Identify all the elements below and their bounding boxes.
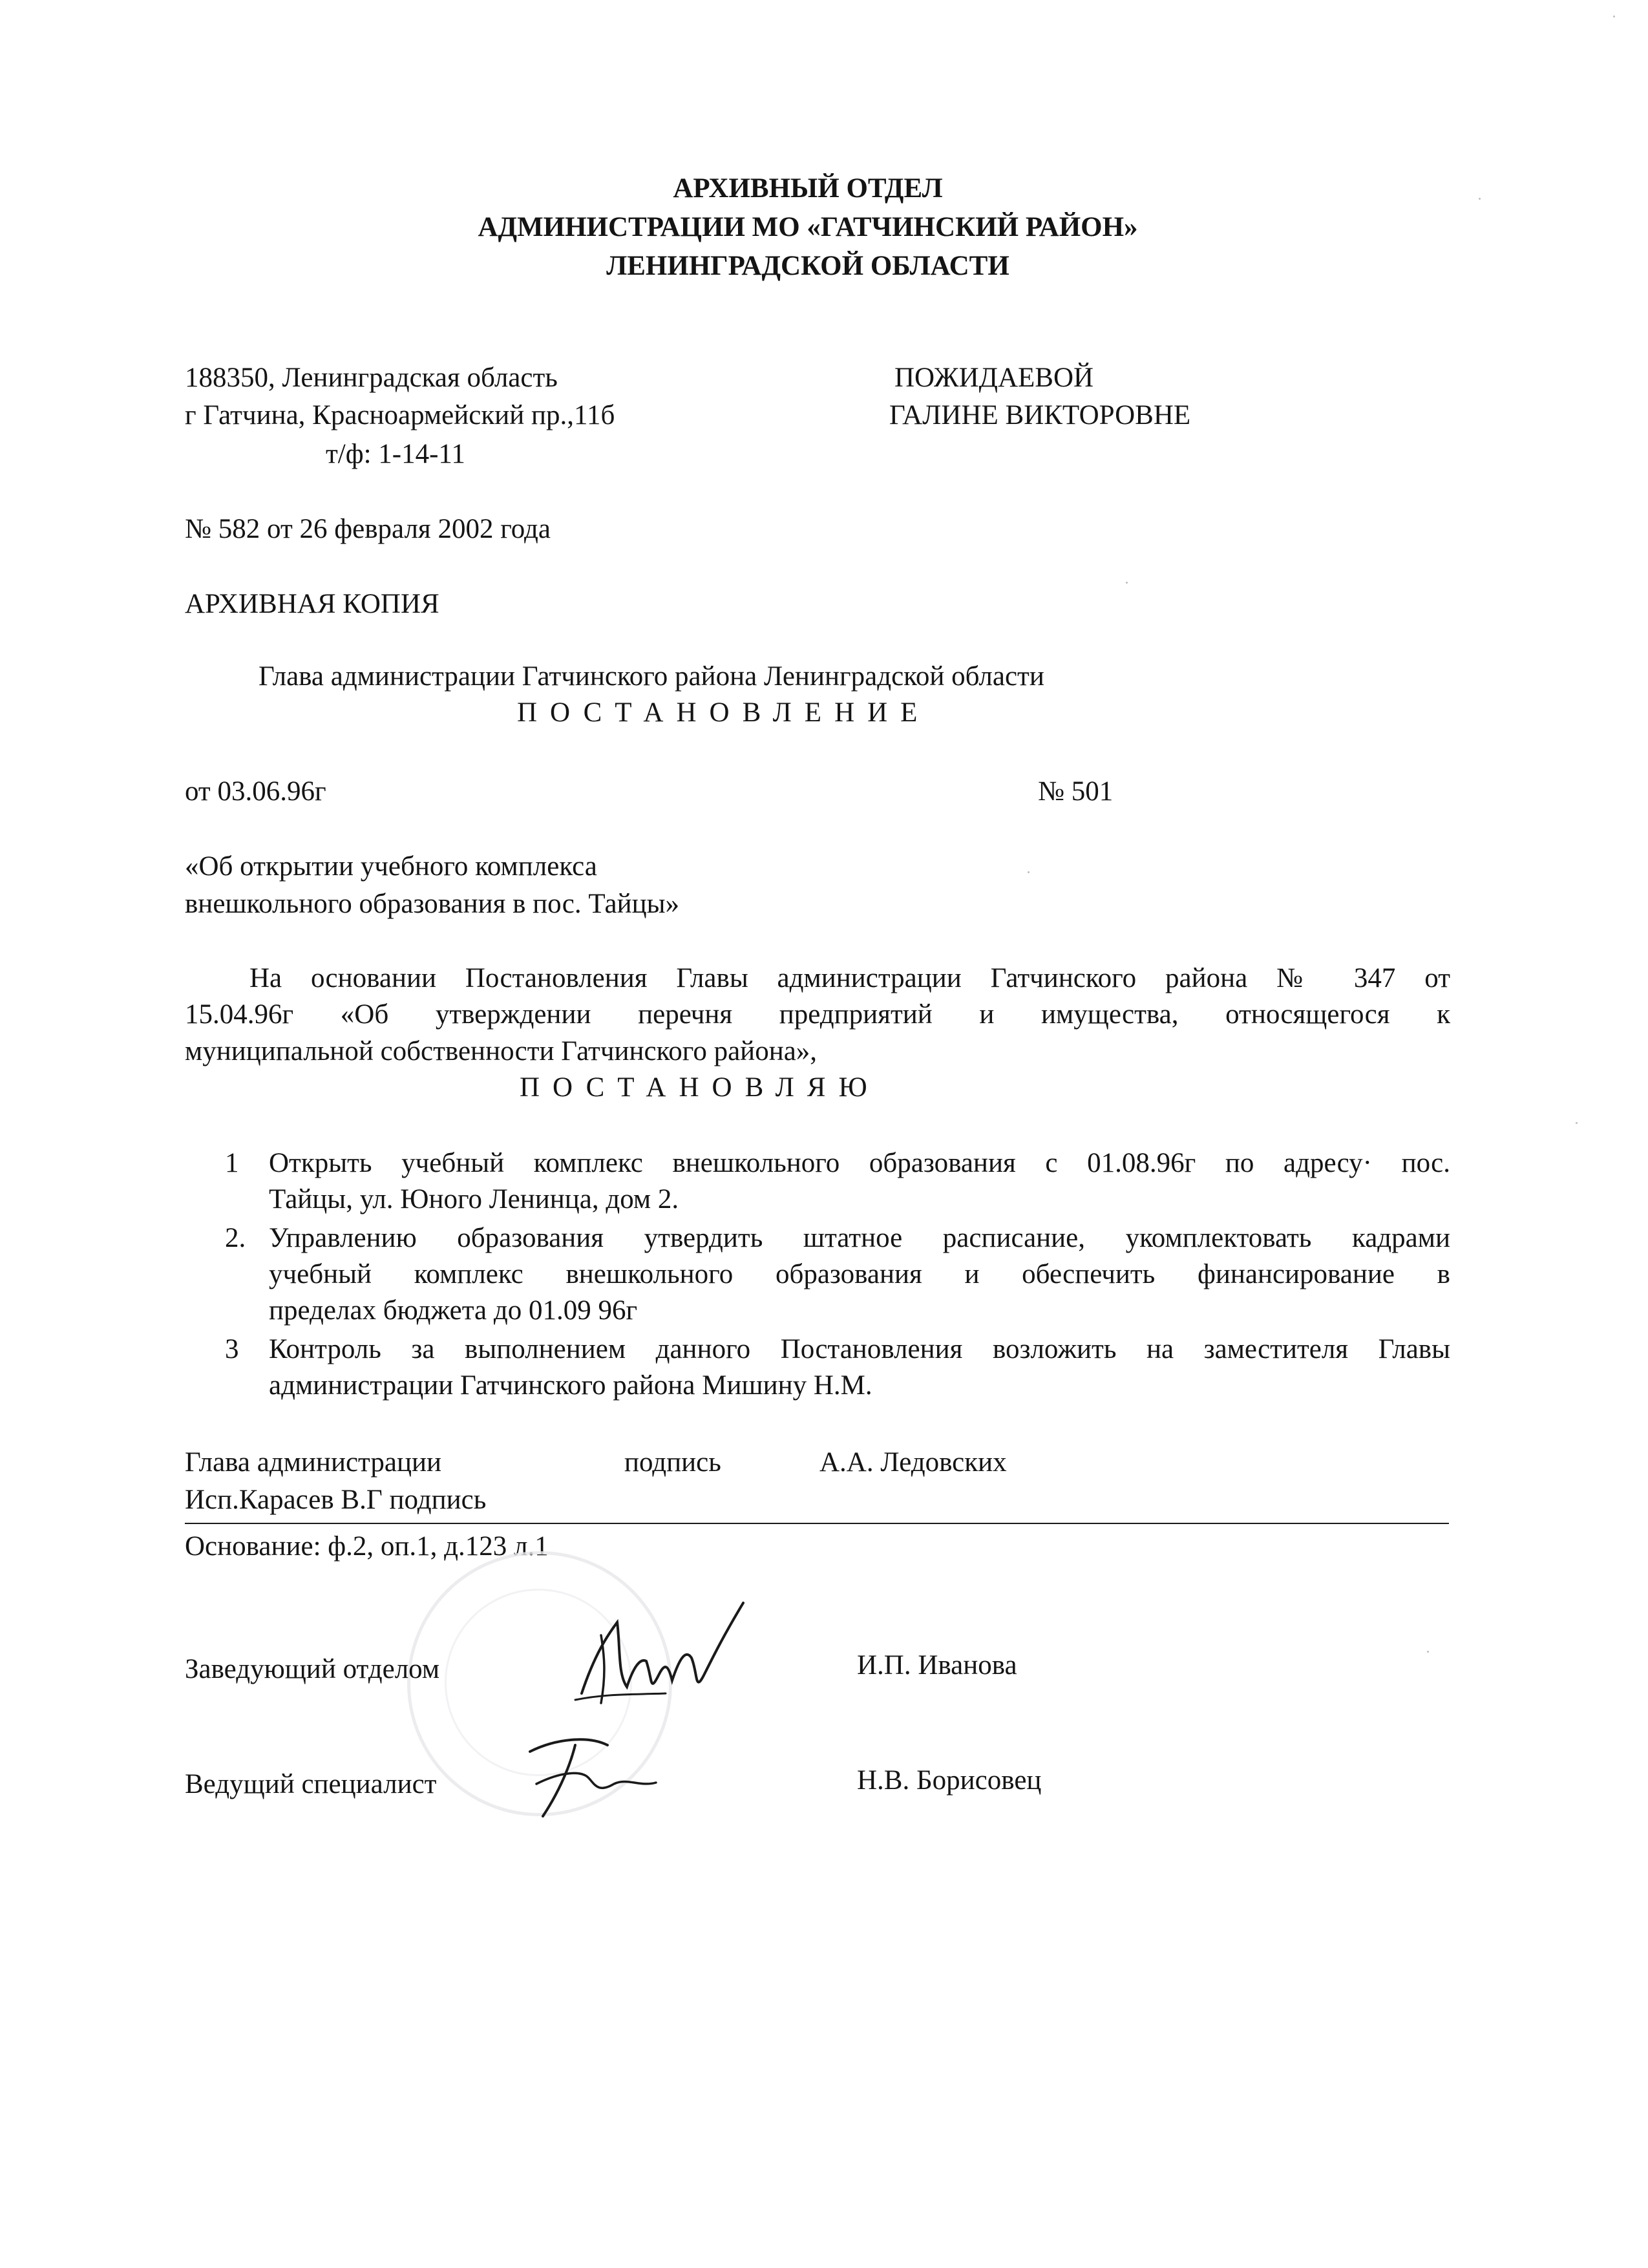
signatory-name-2: Н.В. Борисовец (857, 1765, 1042, 1796)
decree-word: ПОСТАНОВЛЯЮ (520, 1072, 880, 1103)
scan-speck (1613, 16, 1615, 17)
scan-speck (1126, 582, 1128, 584)
subject-line-2: внешкольного образования в пос. Тайцы» (185, 889, 680, 919)
item-line: Контроль за выполнением данного Постановления возложить на заместителя Главы (269, 1334, 1450, 1364)
item-number: 2. (225, 1223, 246, 1253)
decree-item-2 (185, 1220, 1450, 1329)
basis-line: Основание: ф.2, оп.1, д.123 л.1 (185, 1531, 549, 1562)
decree-number: № 501 (1038, 776, 1114, 807)
sender-address-line-1: 188350, Ленинградская область (185, 363, 558, 393)
copy-sign-word: подпись (624, 1447, 721, 1478)
issuer-line: Глава администрации Гатчинского района Ленинградской области (259, 661, 1044, 692)
item-line: пределах бюджета до 01.09 96г (269, 1295, 638, 1326)
copy-executor: Исп.Карасев В.Г подпись (185, 1485, 487, 1515)
signatory-name-1: И.П. Иванова (857, 1650, 1017, 1680)
item-line: учебный комплекс внешкольного образования и обеспечить финансирование в (269, 1259, 1450, 1289)
scan-speck (1576, 1122, 1578, 1124)
signatory-role-2: Ведущий специалист (185, 1769, 437, 1799)
preamble-line-1 (185, 960, 1450, 997)
sender-phone: т/ф: 1-14-11 (326, 439, 465, 469)
decree-item-1 (185, 1145, 1450, 1218)
item-line: администрации Гатчинского района Мишину Н.М. (269, 1370, 872, 1401)
copy-sign-name: А.А. Ледовских (819, 1447, 1007, 1478)
reference-number: № 582 от 26 февраля 2002 года (185, 514, 551, 544)
preamble-line-3: муниципальной собственности Гатчинского района», (185, 1036, 818, 1066)
signature-leading-specialist (517, 1732, 672, 1823)
recipient-line-1: ПОЖИДАЕВОЙ (894, 363, 1094, 393)
item-line: Тайцы, ул. Юного Ленинца, дом 2. (269, 1184, 679, 1214)
decree-item-3 (185, 1331, 1450, 1404)
signatory-role-1: Заведующий отделом (185, 1654, 440, 1684)
preamble-line-2 (185, 997, 1450, 1033)
item-number: 1 (225, 1148, 239, 1178)
preamble-text-1: На основании Постановления Главы администрации Гатчинского района № 347 от (249, 963, 1450, 993)
decree-title: ПОСТАНОВЛЕНИЕ (517, 697, 931, 728)
header-line-2: АДМИНИСТРАЦИИ МО «ГАТЧИНСКИЙ РАЙОН» (478, 212, 1138, 242)
copy-sign-title: Глава администрации (185, 1447, 441, 1478)
scan-speck (1028, 871, 1030, 873)
signature-head-of-department (556, 1596, 763, 1726)
document-type: АРХИВНАЯ КОПИЯ (185, 589, 439, 619)
preamble-text-2: 15.04.96г «Об утверждении перечня предприятий и имущества, относящегося к (185, 999, 1450, 1030)
scan-speck (1427, 1651, 1429, 1653)
header-line-1: АРХИВНЫЙ ОТДЕЛ (673, 173, 943, 204)
decree-date: от 03.06.96г (185, 776, 326, 807)
scan-speck (1479, 198, 1481, 200)
recipient-line-2: ГАЛИНЕ ВИКТОРОВНЕ (889, 400, 1191, 430)
subject-line-1: «Об открытии учебного комплекса (185, 851, 597, 882)
item-number: 3 (225, 1334, 239, 1364)
divider-line (185, 1523, 1449, 1524)
item-line: Открыть учебный комплекс внешкольного образования с 01.08.96г по адресу· пос. (269, 1148, 1450, 1178)
sender-address-line-2: г Гатчина, Красноармейский пр.,11б (185, 400, 615, 430)
header-line-3: ЛЕНИНГРАДСКОЙ ОБЛАСТИ (606, 251, 1009, 281)
item-line: Управлению образования утвердить штатное расписание, укомплектовать кадрами (269, 1223, 1450, 1253)
